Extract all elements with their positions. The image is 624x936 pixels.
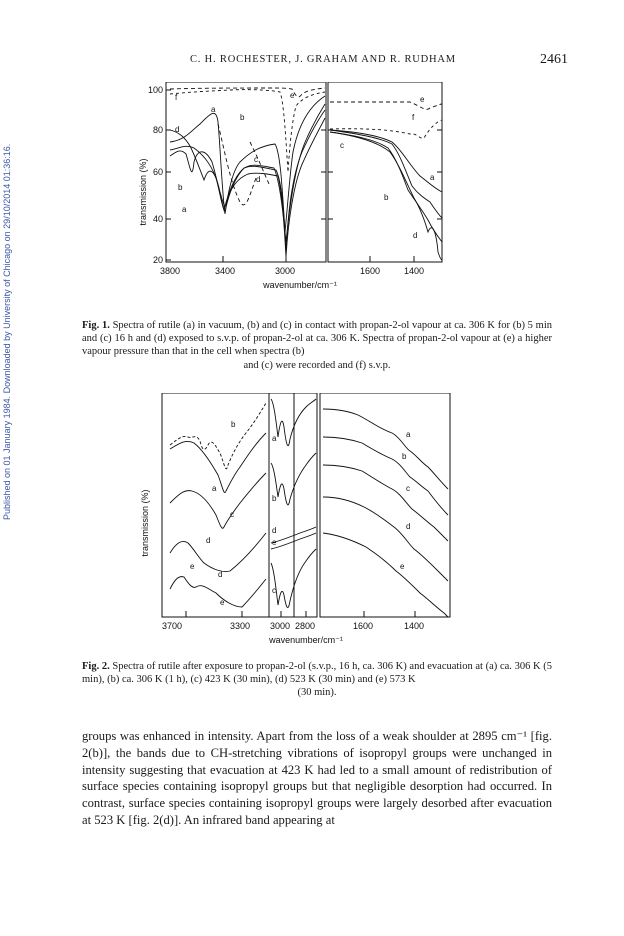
- page-header: [0, 54, 624, 74]
- figure-2-right-curve-a: [323, 409, 448, 489]
- figure-2-xtick: 3700: [162, 621, 183, 631]
- figure-1-xtick: 1400: [404, 266, 425, 276]
- figure-2-curve-label: d: [272, 526, 277, 535]
- figure-1-curve-e: [170, 88, 325, 97]
- figure-2-curve-label: d: [206, 536, 211, 545]
- figure-1-curve-label: f: [412, 113, 415, 122]
- figure-2-curve-label: b: [402, 452, 407, 461]
- figure-2-ylabel: transmission (%): [140, 489, 150, 557]
- figure-2-curve-label: b: [231, 420, 236, 429]
- figure-1-curve-f: [170, 90, 325, 172]
- figure-1-right-curve-e: [330, 102, 442, 109]
- figure-2-xtick: 1600: [353, 621, 374, 631]
- figure-2-right-curve-d: [323, 497, 448, 581]
- figure-1-curve-label: d: [256, 175, 261, 184]
- figure-1-curve-label: c: [340, 141, 344, 150]
- figure-1: [130, 82, 460, 307]
- figure-1-curve-label: b: [178, 183, 183, 192]
- figure-1-curve-label: f: [175, 93, 178, 102]
- figure-2: [130, 393, 460, 647]
- figure-2-left-panel-frame: [162, 393, 294, 617]
- figure-1-xtick: 3800: [160, 266, 181, 276]
- figure-1-ytick: 20: [152, 255, 163, 265]
- figure-1-ylabel: transmission (%): [138, 158, 148, 226]
- figure-2-curve-label: e: [220, 598, 225, 607]
- figure-1-curve-label: a: [182, 205, 187, 214]
- figure-1-curve-label: e: [420, 95, 425, 104]
- figure-1-curve-label: a: [211, 105, 216, 114]
- figure-2-curve-label: e: [190, 562, 195, 571]
- figure-1-caption: [82, 319, 552, 372]
- figure-2-right-curve-b: [323, 437, 448, 515]
- figure-2-curve-label: e: [272, 538, 277, 547]
- figure-2-curve-label: d: [218, 570, 223, 579]
- figure-2-caption: [82, 660, 552, 700]
- figure-2-xtick: 3300: [230, 621, 251, 631]
- figure-1-xtick: 3000: [275, 266, 296, 276]
- figure-1-right-panel-frame: [328, 82, 442, 262]
- figure-1-right-curve-a: [330, 130, 442, 192]
- figure-2-curve-label: a: [406, 430, 411, 439]
- figure-1-xlabel: wavenumber/cm⁻¹: [263, 280, 337, 290]
- figure-2-curve-c: [170, 473, 266, 528]
- figure-1-curve-label: a: [430, 173, 435, 182]
- figure-1-ytick: 100: [147, 85, 163, 95]
- figure-1-xtick: 3400: [215, 266, 236, 276]
- figure-1-right-curve-b: [330, 130, 442, 218]
- figure-2-curve-d: [170, 533, 266, 572]
- figure-1-caption-text: Spectra of rutile (a) in vacuum, (b) and (c) in contact with propan-2-ol vapour at ca. 306 K for (b) 5 min and (c) 16 h and (d) exposed to s.v.p. of propan-2-ol at ca. 306 K. Spectra of propan-2-ol vapour at (e) a higher vapour pressure than that in the cell when spectra (b): [82, 320, 553, 358]
- figure-2-caption-text: Spectra of rutile after exposure to propan-2-ol (s.v.p., 16 h, ca. 306 K) and evacuation at (a) ca. 306 K (5 min), (b) ca. 306 K (1 h), (c) 423 K (30 min), (d) 523 K (30 min) and (e) 573 K: [82, 661, 552, 686]
- figure-2-right-curve-c: [323, 465, 448, 541]
- figure-1-curve-label: d: [413, 231, 418, 240]
- figure-1-curve-d: [170, 118, 325, 257]
- figure-1-ytick: 80: [152, 125, 163, 135]
- figure-2-curve-label: b: [272, 494, 277, 503]
- figure-2-xlabel: wavenumber/cm⁻¹: [269, 635, 343, 645]
- figure-2-xtick: 1400: [404, 621, 425, 631]
- figure-2-middle-panel-frame: [269, 393, 317, 617]
- figure-2-xtick: 3000: [270, 621, 291, 631]
- figure-1-xtick: 1600: [360, 266, 381, 276]
- figure-1-curve-c: [170, 110, 325, 252]
- figure-2-caption-label: Fig. 2.: [82, 661, 110, 672]
- figure-1-curve-label: c: [254, 155, 258, 164]
- figure-1-ytick: 60: [152, 167, 163, 177]
- figure-2-curve-e: [170, 577, 266, 607]
- figure-1-curve-label: b: [384, 193, 389, 202]
- figure-1-curve-label: e: [290, 91, 295, 100]
- download-stamp: Published on 01 January 1984. Downloaded by University of Chicago on 29/10/2014 01:36:16.: [2, 143, 12, 520]
- figure-2-curve-label: d: [406, 522, 411, 531]
- figure-2-curve-label: c: [406, 484, 410, 493]
- figure-2-right-curve-e: [323, 533, 448, 617]
- figure-2-right-panel-frame: [320, 393, 450, 617]
- figure-2-curve-label: a: [272, 434, 277, 443]
- page-number: 2461: [540, 52, 568, 67]
- figure-1-curve-label: d: [175, 125, 180, 134]
- figure-1-curve-label: b: [240, 113, 245, 122]
- running-head: C. H. ROCHESTER, J. GRAHAM AND R. RUDHAM: [190, 54, 456, 65]
- body-paragraph: groups was enhanced in intensity. Apart from the loss of a weak shoulder at 2895 cm⁻¹ [fig. 2(b)], the bands due to CH-stretching vibrations of isopropyl groups were unchanged in intensity suggesting that evacuation at 423 K had led to a small amount of redistribution of surface species containing isopropyl groups but that negligible desorption had occurred. In contrast, surface species containing isopropyl groups were largely desorbed after evacuation at 523 K [fig. 2(d)]. An infrared band appearing at: [82, 729, 552, 827]
- figure-2-curve-label: c: [272, 586, 276, 595]
- figure-2-curve-b: [170, 403, 266, 469]
- figure-1-caption-label: Fig. 1.: [82, 320, 110, 331]
- figure-2-curve-a: [170, 433, 266, 493]
- figure-1-left-panel-frame: [166, 82, 326, 262]
- figure-2-xtick: 2800: [295, 621, 316, 631]
- figure-2-curve-label: a: [212, 484, 217, 493]
- figure-2-caption-last-line: (30 min).: [297, 687, 337, 699]
- figure-1-right-curve-f: [330, 120, 442, 138]
- figure-1-ytick: 40: [152, 214, 163, 224]
- figure-2-curve-label: e: [400, 562, 405, 571]
- figure-2-curve-label: c: [230, 510, 234, 519]
- figure-1-caption-last-line: and (c) were recorded and (f) s.v.p.: [243, 359, 391, 371]
